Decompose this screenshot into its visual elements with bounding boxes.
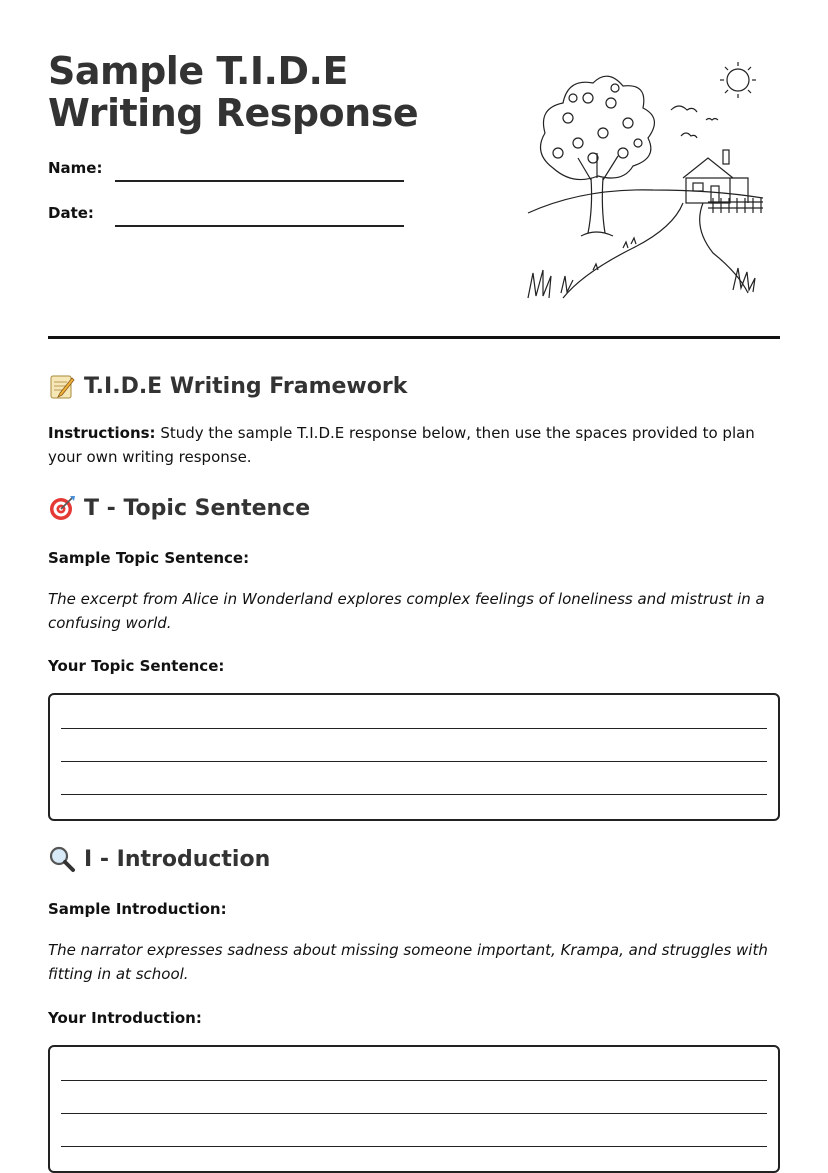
sample-introduction-label: Sample Introduction: bbox=[48, 900, 227, 918]
writing-line bbox=[61, 1113, 767, 1114]
date-label: Date: bbox=[48, 204, 94, 222]
writing-line bbox=[61, 1080, 767, 1081]
writing-line bbox=[61, 728, 767, 729]
section-divider bbox=[48, 336, 780, 339]
name-label: Name: bbox=[48, 159, 103, 177]
introduction-writing-box[interactable] bbox=[48, 1045, 780, 1173]
target-icon bbox=[48, 494, 76, 522]
instructions-label: Instructions: bbox=[48, 424, 156, 442]
instructions-text: Study the sample T.I.D.E response below, then use the spaces provided to plan your own writing response. bbox=[48, 424, 755, 466]
topic-sentence-heading bbox=[48, 494, 310, 522]
topic-sentence-writing-box[interactable] bbox=[48, 693, 780, 821]
framework-heading bbox=[48, 372, 407, 400]
your-topic-label: Your Topic Sentence: bbox=[48, 657, 225, 675]
introduction-heading bbox=[48, 845, 270, 873]
writing-line bbox=[61, 794, 767, 795]
sample-topic-label: Sample Topic Sentence: bbox=[48, 549, 250, 567]
instructions bbox=[48, 421, 780, 469]
framework-heading-text: T.I.D.E Writing Framework bbox=[84, 373, 408, 399]
cloud-icon bbox=[671, 106, 697, 112]
writing-line bbox=[61, 761, 767, 762]
topic-sentence-heading-text: T - Topic Sentence bbox=[84, 495, 311, 521]
sample-introduction-text: The narrator expresses sadness about missing someone important, Krampa, and struggles with fitting in at school. bbox=[48, 941, 768, 983]
page-title: Sample T.I.D.E Writing Response bbox=[48, 49, 419, 135]
tree-house-illustration bbox=[523, 58, 773, 303]
name-line bbox=[115, 180, 404, 182]
date-line bbox=[115, 225, 404, 227]
writing-line bbox=[61, 1146, 767, 1147]
sun-icon bbox=[720, 62, 756, 98]
introduction-heading-text: I - Introduction bbox=[84, 846, 271, 872]
cloud-icon bbox=[681, 133, 697, 138]
magnifier-icon bbox=[48, 845, 76, 873]
your-introduction-label: Your Introduction: bbox=[48, 1009, 202, 1027]
sample-topic-text: The excerpt from Alice in Wonderland explores complex feelings of loneliness and mistrust in a confusing world. bbox=[48, 590, 765, 632]
memo-icon bbox=[48, 372, 76, 400]
